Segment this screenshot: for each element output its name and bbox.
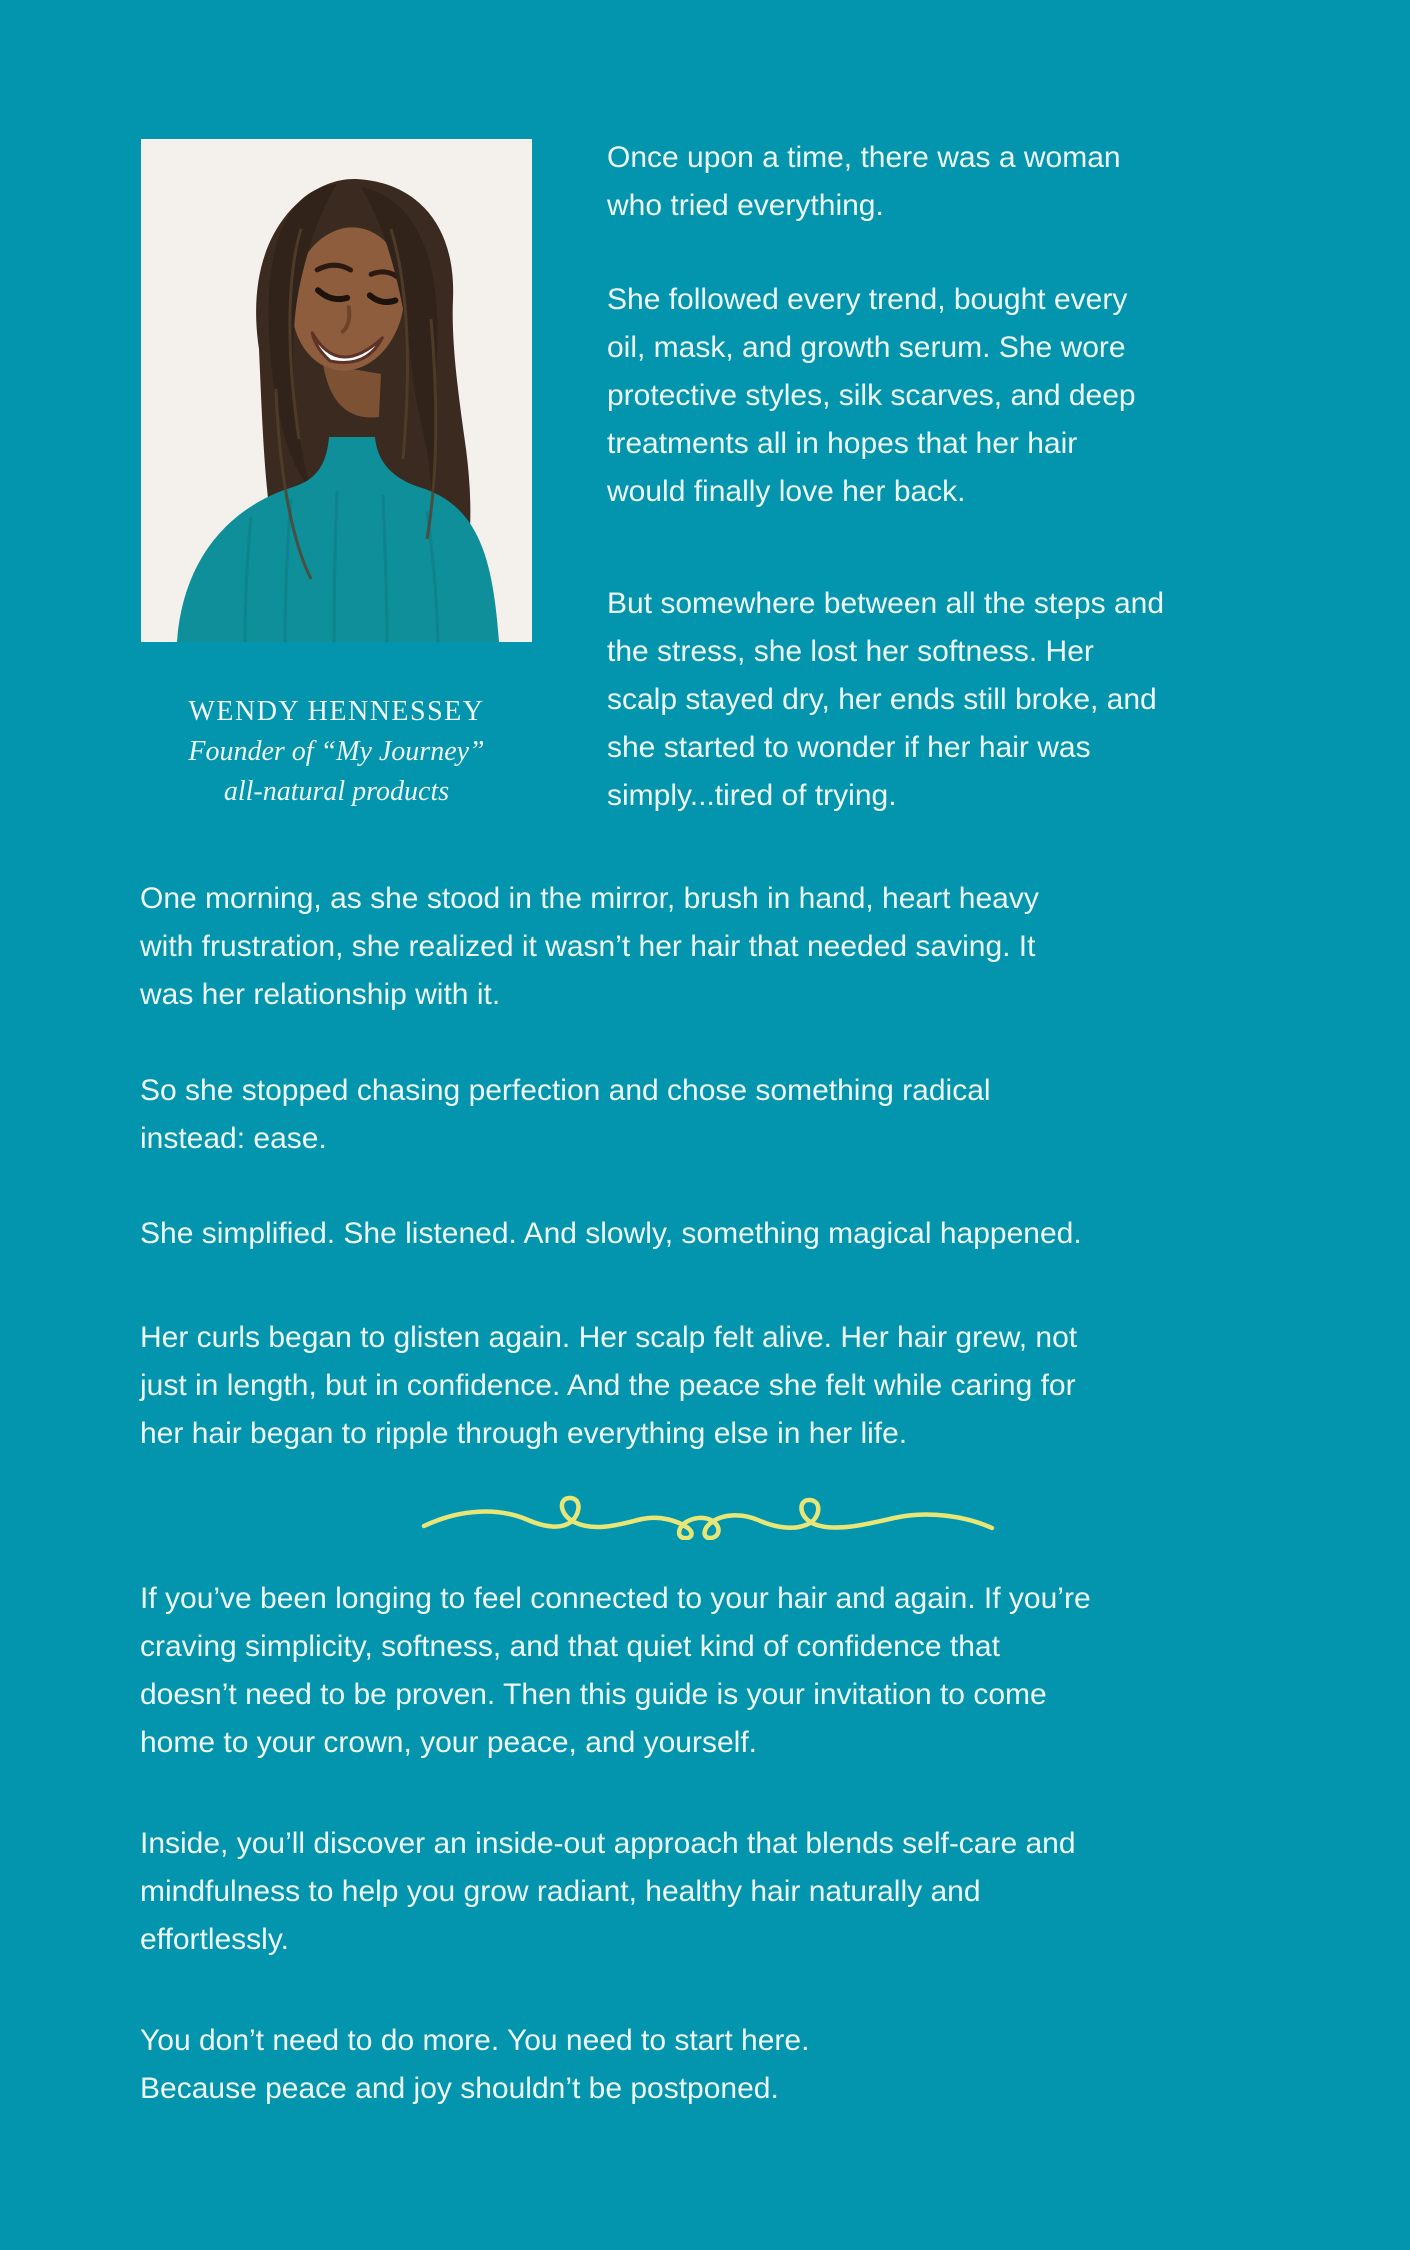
story-paragraph-her-curls — [140, 1314, 1077, 1458]
story-paragraph-she-simplified — [140, 1210, 1082, 1258]
story-paragraph-inside-youll — [140, 1820, 1076, 1964]
text-line: She followed every trend, bought every — [607, 283, 1128, 316]
text-line: oil, mask, and growth serum. She wore — [607, 331, 1126, 364]
portrait-illustration — [141, 139, 532, 642]
author-role-line1: Founder of “My Journey” — [188, 736, 485, 767]
text-line: doesn’t need to be proven. Then this guide is your invitation to come — [140, 1678, 1047, 1711]
text-line: craving simplicity, softness, and that quiet kind of confidence that — [140, 1630, 1000, 1663]
text-line: would finally love her back. — [607, 475, 966, 508]
text-line: who tried everything. — [607, 189, 884, 222]
story-paragraph-but-somewhere — [607, 580, 1164, 820]
text-line: she started to wonder if her hair was — [607, 731, 1091, 764]
author-photo — [141, 139, 532, 642]
text-line: with frustration, she realized it wasn’t her hair that needed saving. It — [140, 930, 1036, 963]
text-line: So she stopped chasing perfection and chose something radical — [140, 1074, 991, 1107]
author-role-line2: all-natural products — [223, 776, 450, 807]
text-line: simply...tired of trying. — [607, 779, 897, 812]
text-line: If you’ve been longing to feel connected to your hair and again. If you’re — [140, 1582, 1091, 1615]
text-line: just in length, but in confidence. And the peace she felt while caring for — [140, 1369, 1076, 1402]
text-line: Inside, you’ll discover an inside-out approach that blends self-care and — [140, 1827, 1076, 1860]
story-paragraph-once-upon — [607, 134, 1121, 230]
story-paragraph-one-morning — [140, 875, 1039, 1019]
text-line: You don’t need to do more. You need to start here. — [140, 2024, 810, 2057]
text-line: Her curls began to glisten again. Her scalp felt alive. Her hair grew, not — [140, 1321, 1078, 1354]
text-line: the stress, she lost her softness. Her — [607, 635, 1094, 668]
story-paragraph-you-dont-need — [140, 2017, 809, 2113]
text-line: instead: ease. — [140, 1122, 327, 1155]
text-line: She simplified. She listened. And slowly, something magical happened. — [140, 1217, 1082, 1250]
story-paragraph-so-she-stopped — [140, 1067, 991, 1163]
text-line: Once upon a time, there was a woman — [607, 141, 1121, 174]
story-paragraph-she-followed — [607, 276, 1136, 516]
story-paragraph-if-youve-been — [140, 1575, 1091, 1767]
text-line: her hair began to ripple through everything else in her life. — [140, 1417, 908, 1450]
divider-flourish-icon — [420, 1492, 996, 1540]
text-line: One morning, as she stood in the mirror, brush in hand, heart heavy — [140, 882, 1039, 915]
text-line: was her relationship with it. — [140, 978, 501, 1011]
author-name: WENDY HENNESSEY — [188, 696, 485, 727]
text-line: mindfulness to help you grow radiant, healthy hair naturally and — [140, 1875, 981, 1908]
text-line: treatments all in hopes that her hair — [607, 427, 1078, 460]
text-line: home to your crown, your peace, and yourself. — [140, 1726, 757, 1759]
flourish-path — [424, 1498, 992, 1538]
text-line: Because peace and joy shouldn’t be postponed. — [140, 2072, 779, 2105]
author-caption — [111, 692, 562, 812]
text-line: protective styles, silk scarves, and deep — [607, 379, 1136, 412]
text-line: effortlessly. — [140, 1923, 289, 1956]
text-line: But somewhere between all the steps and — [607, 587, 1165, 620]
text-line: scalp stayed dry, her ends still broke, and — [607, 683, 1157, 716]
